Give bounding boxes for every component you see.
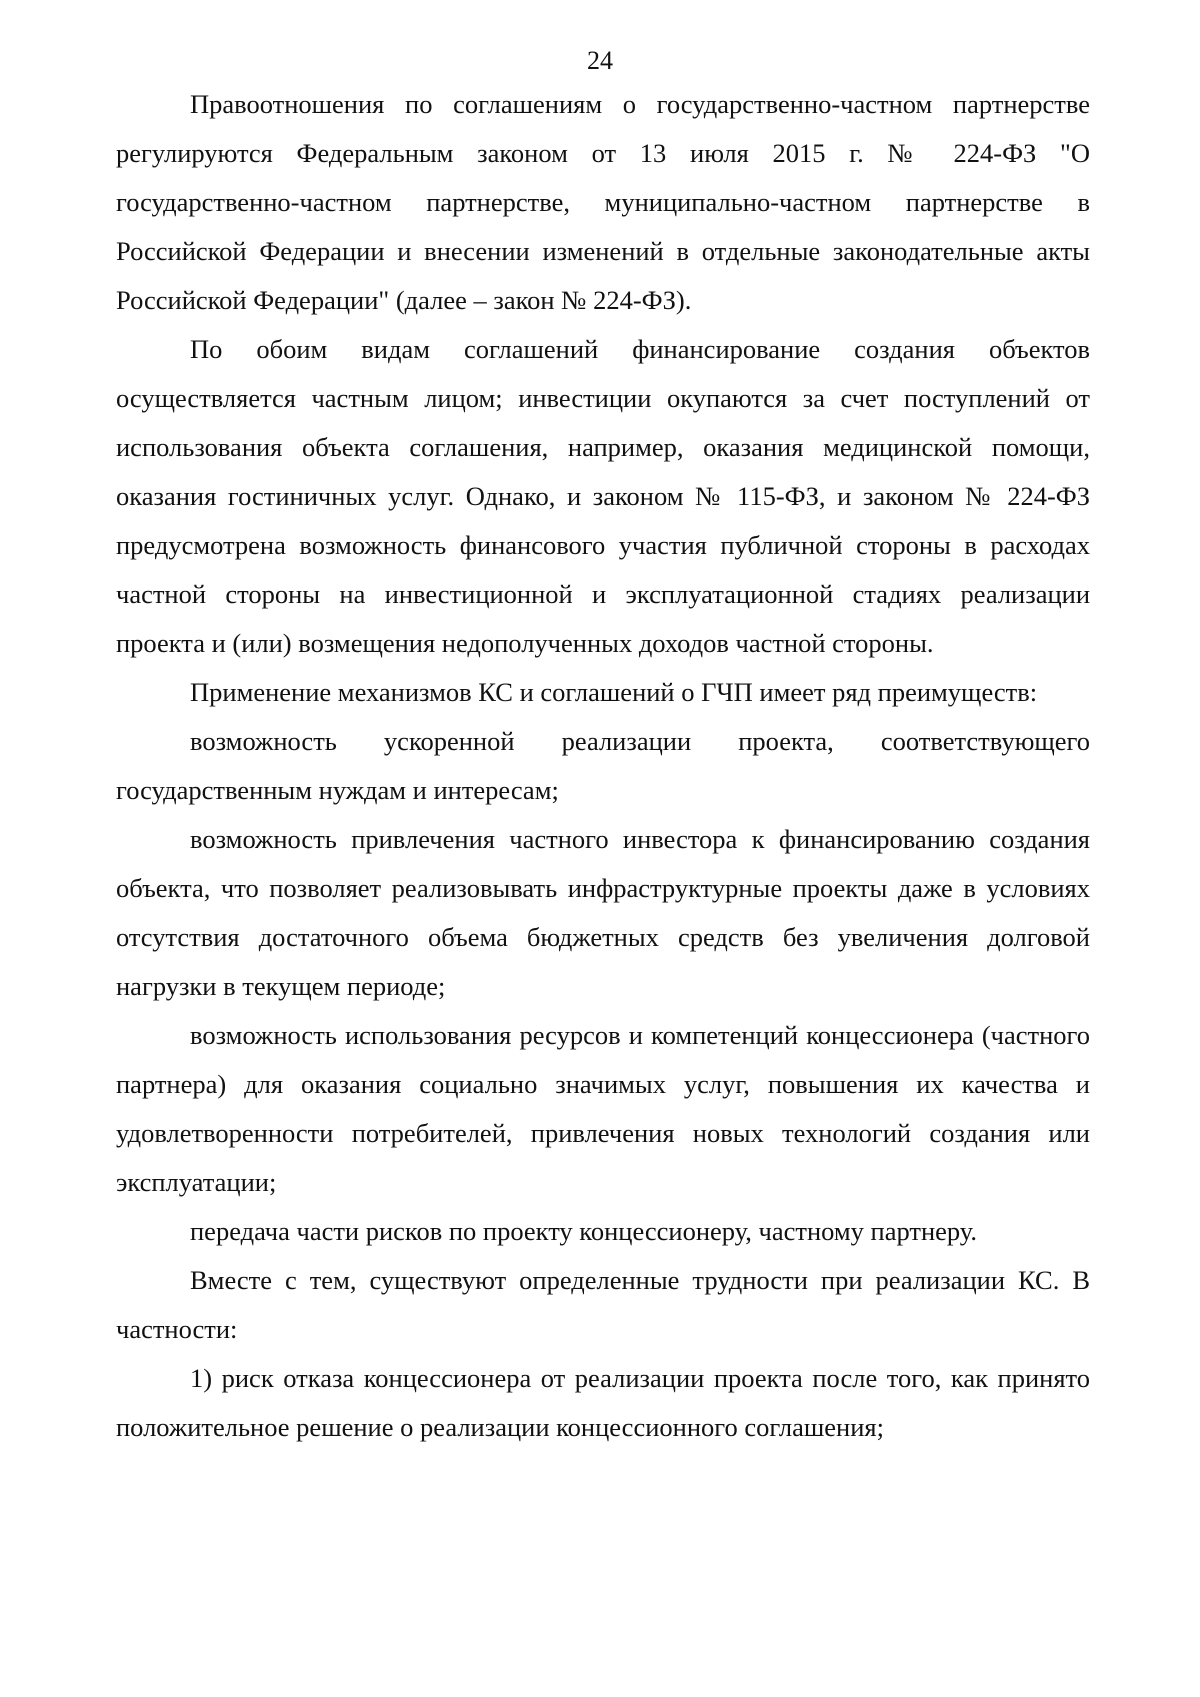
- paragraph-ppp-law: Правоотношения по соглашениям о государственно-частном партнерстве регулируются Федеральным законом от 13 июля 2015 г. № 224-ФЗ "О государственно-частном партнерстве, муниципально-частном партнерстве в Российской Федерации и внесении изменений в отдельные законодательные акты Российской Федерации" (далее – закон № 224-ФЗ).: [116, 89, 1090, 315]
- page-number: 24: [587, 46, 613, 75]
- list-item-advantage-3: возможность использования ресурсов и компетенций концессионера (частного партнера) для оказания социально значимых услуг, повышения их качества и удовлетворенности потребителей, привлечения новых технологий создания или эксплуатации;: [116, 1020, 1090, 1197]
- paragraph-difficulties-intro: Вместе с тем, существуют определенные трудности при реализации КС. В частности:: [116, 1265, 1090, 1344]
- paragraph-financing: По обоим видам соглашений финансирование создания объектов осуществляется частным лицом; инвестиции окупаются за счет поступлений от использования объекта соглашения, например, оказания медицинской помощи, оказания гостиничных услуг. Однако, и законом № 115-ФЗ, и законом № 224-ФЗ предусмотрена возможность финансового участия публичной стороны в расходах частной стороны на инвестиционной и эксплуатационной стадиях реализации проекта и (или) возмещения недополученных доходов частной стороны.: [116, 334, 1090, 658]
- list-item-difficulty-1: 1) риск отказа концессионера от реализации проекта после того, как принято положительное решение о реализации концессионного соглашения;: [116, 1363, 1090, 1442]
- list-item-advantage-1: возможность ускоренной реализации проекта, соответствующего государственным нуждам и интересам;: [116, 726, 1090, 805]
- list-item-advantage-4: передача части рисков по проекту концессионеру, частному партнеру.: [190, 1216, 978, 1246]
- document-body: [116, 80, 1090, 1452]
- paragraph-advantages-intro: Применение механизмов КС и соглашений о ГЧП имеет ряд преимуществ:: [190, 677, 1038, 707]
- list-item-advantage-2: возможность привлечения частного инвестора к финансированию создания объекта, что позволяет реализовывать инфраструктурные проекты даже в условиях отсутствия достаточного объема бюджетных средств без увеличения долговой нагрузки в текущем периоде;: [116, 824, 1090, 1001]
